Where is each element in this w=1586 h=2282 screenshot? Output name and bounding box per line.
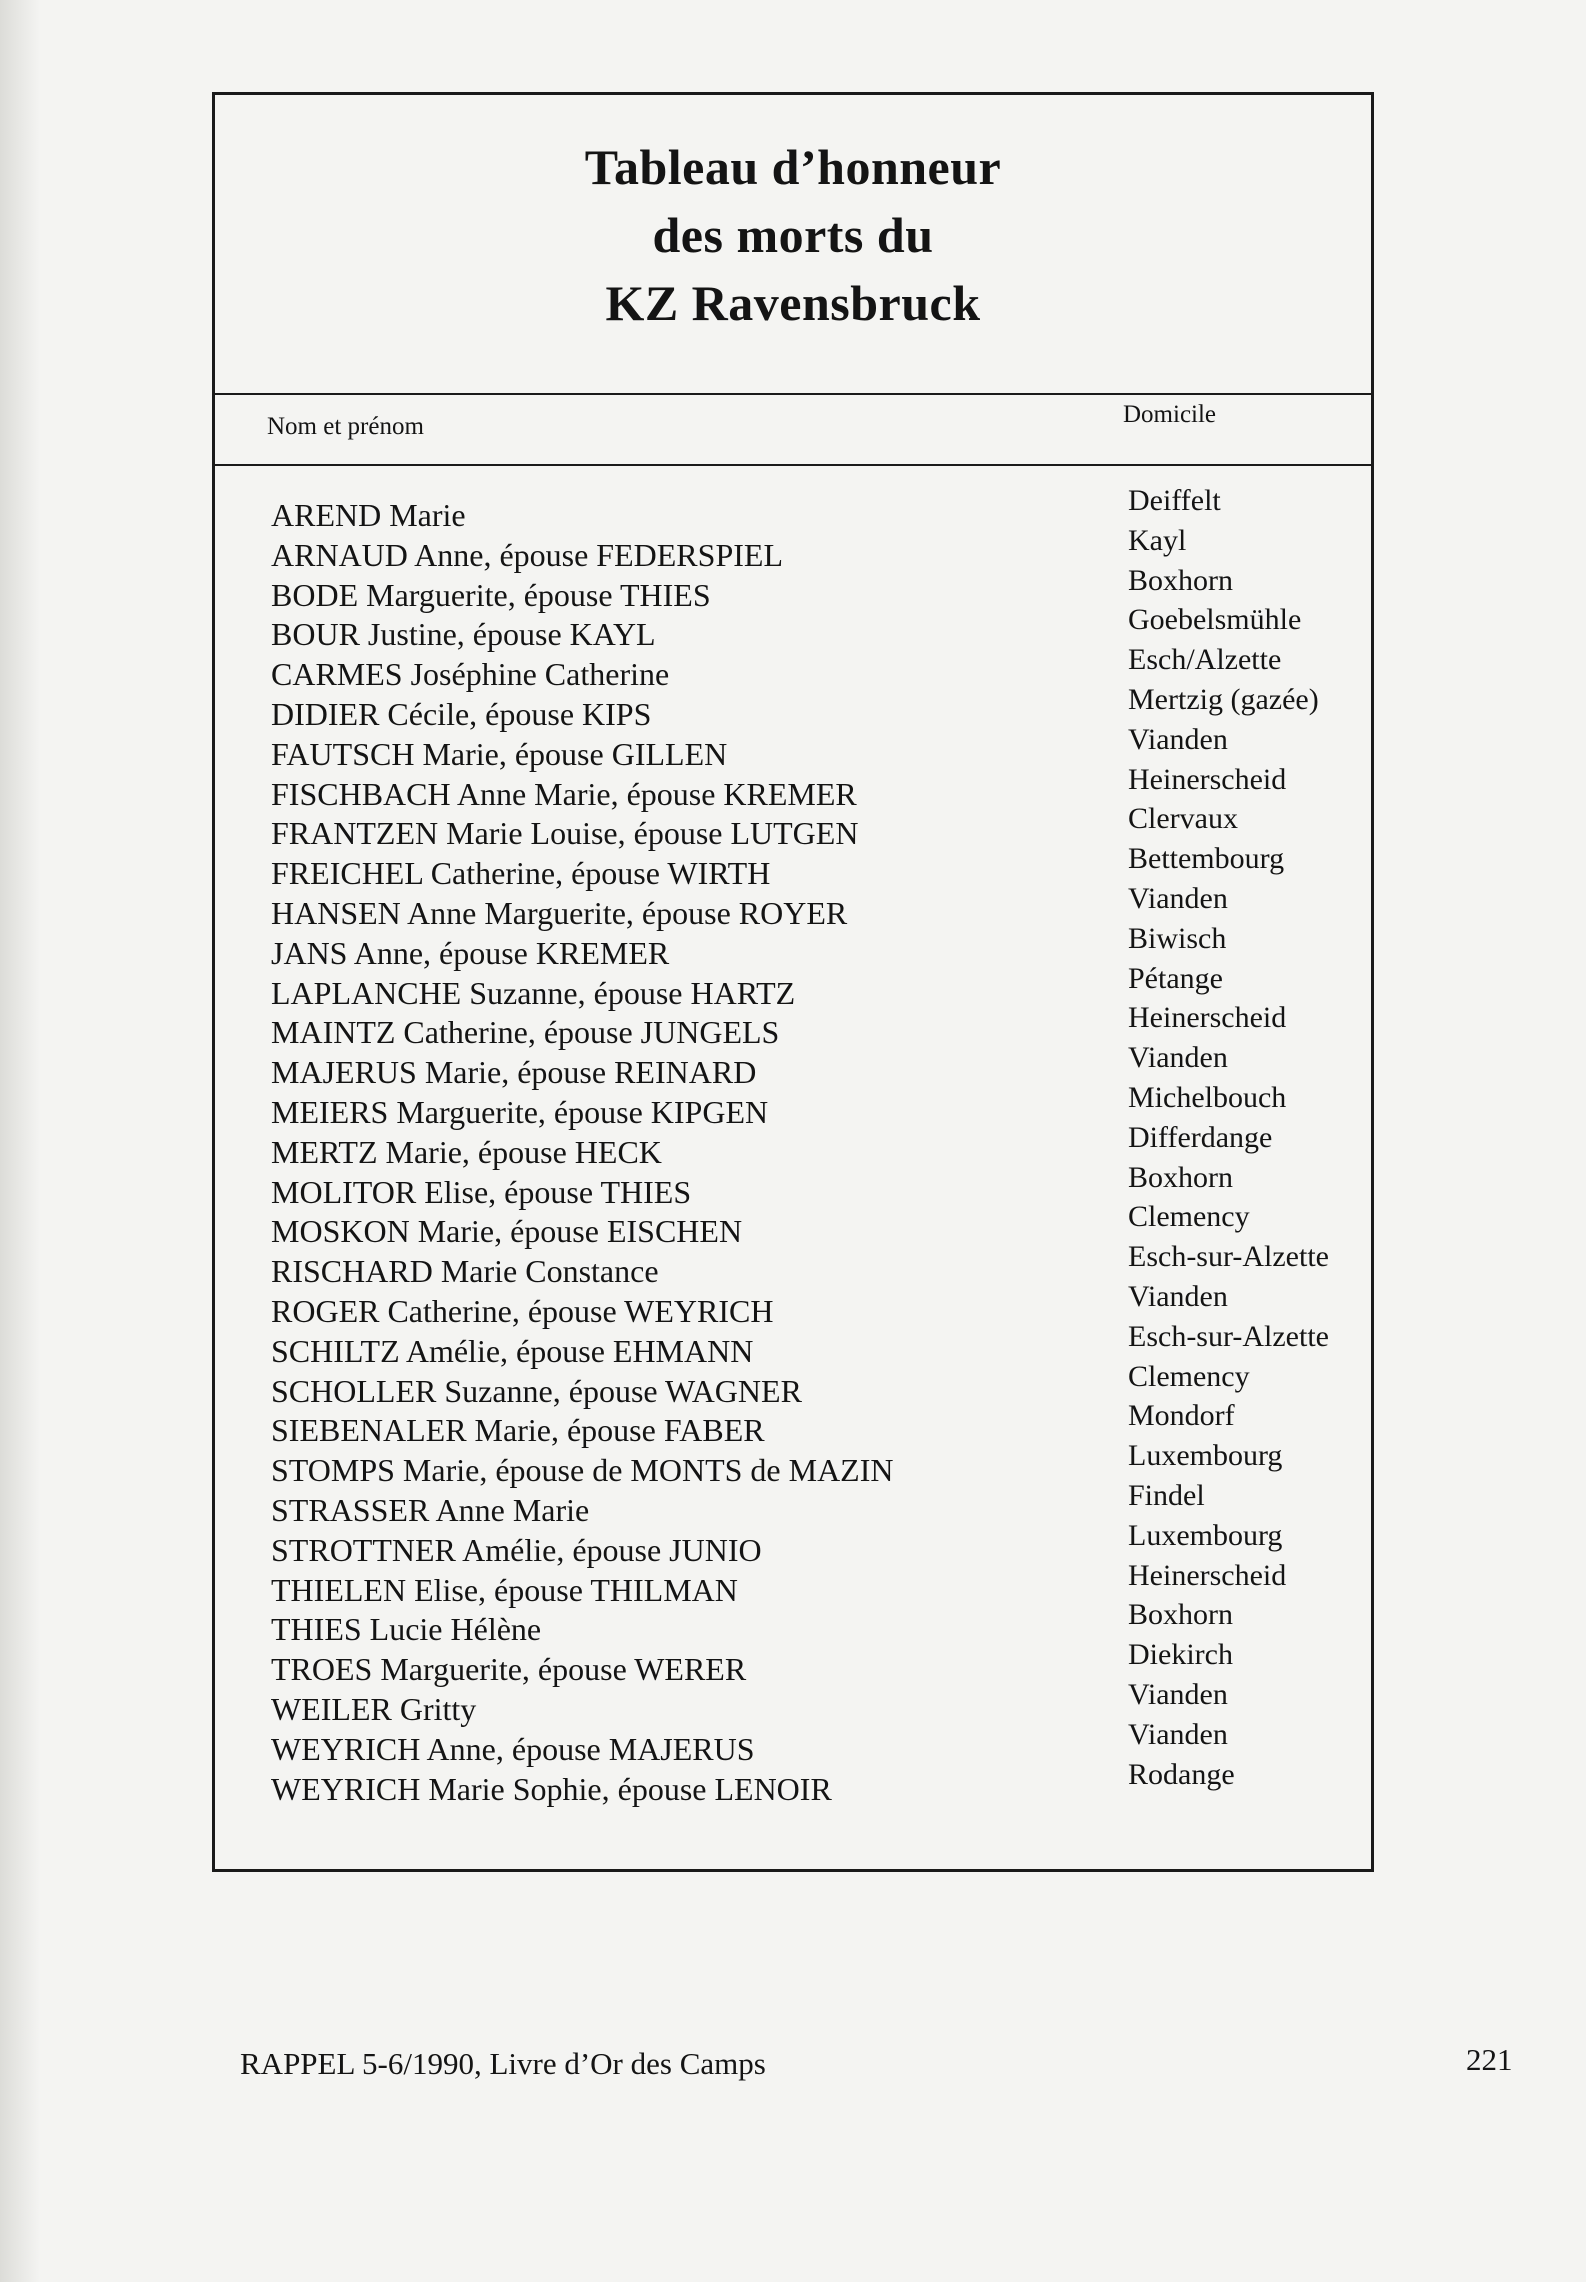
person-domicile: Luxembourg <box>1128 1518 1283 1552</box>
title-divider <box>215 393 1371 395</box>
person-domicile: Deiffelt <box>1128 484 1221 517</box>
person-name: FISCHBACH Anne Marie, épouse KREMER <box>271 775 857 812</box>
person-domicile: Esch-sur-Alzette <box>1128 1240 1329 1274</box>
page-binding-shadow <box>0 0 40 2282</box>
person-domicile: Vianden <box>1128 722 1228 756</box>
column-header-domicile: Domicile <box>1123 401 1217 428</box>
person-name: AREND Marie <box>271 497 466 533</box>
person-domicile: Luxembourg <box>1128 1439 1283 1473</box>
person-domicile: Mondorf <box>1128 1399 1235 1433</box>
person-domicile: Rodange <box>1128 1757 1235 1791</box>
title-block <box>215 95 1371 395</box>
list-item <box>215 1757 1371 1809</box>
person-name: MOSKON Marie, épouse EISCHEN <box>271 1213 743 1250</box>
person-name: BODE Marguerite, épouse THIES <box>271 576 711 613</box>
person-domicile: Findel <box>1128 1478 1205 1512</box>
person-name: ROGER Catherine, épouse WEYRICH <box>271 1292 774 1329</box>
person-domicile: Pétange <box>1128 961 1223 995</box>
person-domicile: Clemency <box>1128 1359 1250 1393</box>
person-name: DIDIER Cécile, épouse KIPS <box>271 695 652 732</box>
person-name: CARMES Joséphine Catherine <box>271 656 670 693</box>
person-domicile: Vianden <box>1128 1677 1228 1711</box>
person-domicile: Heinerscheid <box>1128 1558 1287 1592</box>
person-name: MAJERUS Marie, épouse REINARD <box>271 1054 757 1091</box>
person-domicile: Goebelsmühle <box>1128 603 1302 637</box>
person-domicile: Bettembourg <box>1128 842 1285 876</box>
person-name: MEIERS Marguerite, épouse KIPGEN <box>271 1093 769 1130</box>
person-name: ARNAUD Anne, épouse FEDERSPIEL <box>271 536 783 573</box>
column-header-name: Nom et prénom <box>267 413 424 440</box>
title-line-3: KZ Ravensbruck <box>605 275 981 331</box>
person-name: SCHILTZ Amélie, épouse EHMANN <box>271 1332 754 1369</box>
person-name: BOUR Justine, épouse KAYL <box>271 616 656 653</box>
person-domicile: Differdange <box>1128 1120 1273 1154</box>
person-domicile: Boxhorn <box>1128 1160 1233 1194</box>
person-domicile: Boxhorn <box>1128 1598 1233 1632</box>
person-name: FREICHEL Catherine, épouse WIRTH <box>271 855 771 892</box>
person-domicile: Kayl <box>1128 523 1187 557</box>
person-name: MERTZ Marie, épouse HECK <box>271 1133 662 1170</box>
person-name: SIEBENALER Marie, épouse FABER <box>271 1412 765 1449</box>
person-name: THIELEN Elise, épouse THILMAN <box>271 1571 738 1608</box>
person-name: WEYRICH Anne, épouse MAJERUS <box>271 1730 755 1767</box>
header-divider <box>215 464 1371 466</box>
person-domicile: Vianden <box>1128 881 1228 915</box>
person-name: SCHOLLER Suzanne, épouse WAGNER <box>271 1372 802 1409</box>
person-domicile: Clemency <box>1128 1200 1250 1234</box>
title-line-1: Tableau d’honneur <box>584 139 1002 195</box>
person-name: STRASSER Anne Marie <box>271 1491 590 1528</box>
honor-roll-frame <box>212 92 1374 1872</box>
person-name: MOLITOR Elise, épouse THIES <box>271 1173 692 1210</box>
person-domicile: Esch/Alzette <box>1128 643 1282 677</box>
person-name: TROES Marguerite, épouse WERER <box>271 1651 747 1688</box>
footer-source: RAPPEL 5-6/1990, Livre d’Or des Camps <box>240 2046 766 2081</box>
person-name: HANSEN Anne Marguerite, épouse ROYER <box>271 894 848 931</box>
person-domicile: Heinerscheid <box>1128 1001 1287 1035</box>
names-list <box>215 484 1371 1808</box>
person-domicile: Biwisch <box>1128 921 1227 955</box>
person-domicile: Michelbouch <box>1128 1080 1287 1114</box>
person-domicile: Vianden <box>1128 1041 1228 1075</box>
person-domicile: Esch-sur-Alzette <box>1128 1319 1329 1353</box>
person-name: MAINTZ Catherine, épouse JUNGELS <box>271 1014 780 1051</box>
person-name: STROTTNER Amélie, épouse JUNIO <box>271 1531 762 1568</box>
person-domicile: Boxhorn <box>1128 563 1233 597</box>
person-domicile: Heinerscheid <box>1128 762 1287 796</box>
person-domicile: Vianden <box>1128 1717 1228 1751</box>
person-name: WEILER Gritty <box>271 1690 477 1727</box>
person-domicile: Mertzig (gazée) <box>1128 682 1319 716</box>
person-name: WEYRICH Marie Sophie, épouse LENOIR <box>271 1770 832 1807</box>
person-name: LAPLANCHE Suzanne, épouse HARTZ <box>271 974 796 1011</box>
page-number: 221 <box>1466 2042 1513 2077</box>
person-name: STOMPS Marie, épouse de MONTS de MAZIN <box>271 1452 894 1489</box>
list-item <box>215 484 1371 535</box>
person-domicile: Diekirch <box>1128 1638 1233 1672</box>
person-domicile: Vianden <box>1128 1279 1228 1313</box>
person-domicile: Clervaux <box>1128 802 1238 836</box>
person-name: JANS Anne, épouse KREMER <box>271 934 670 971</box>
person-name: FRANTZEN Marie Louise, épouse LUTGEN <box>271 815 859 852</box>
person-name: RISCHARD Marie Constance <box>271 1253 659 1290</box>
person-name: FAUTSCH Marie, épouse GILLEN <box>271 735 728 772</box>
title-line-2: des morts du <box>652 207 934 263</box>
person-name: THIES Lucie Hélène <box>271 1611 542 1648</box>
